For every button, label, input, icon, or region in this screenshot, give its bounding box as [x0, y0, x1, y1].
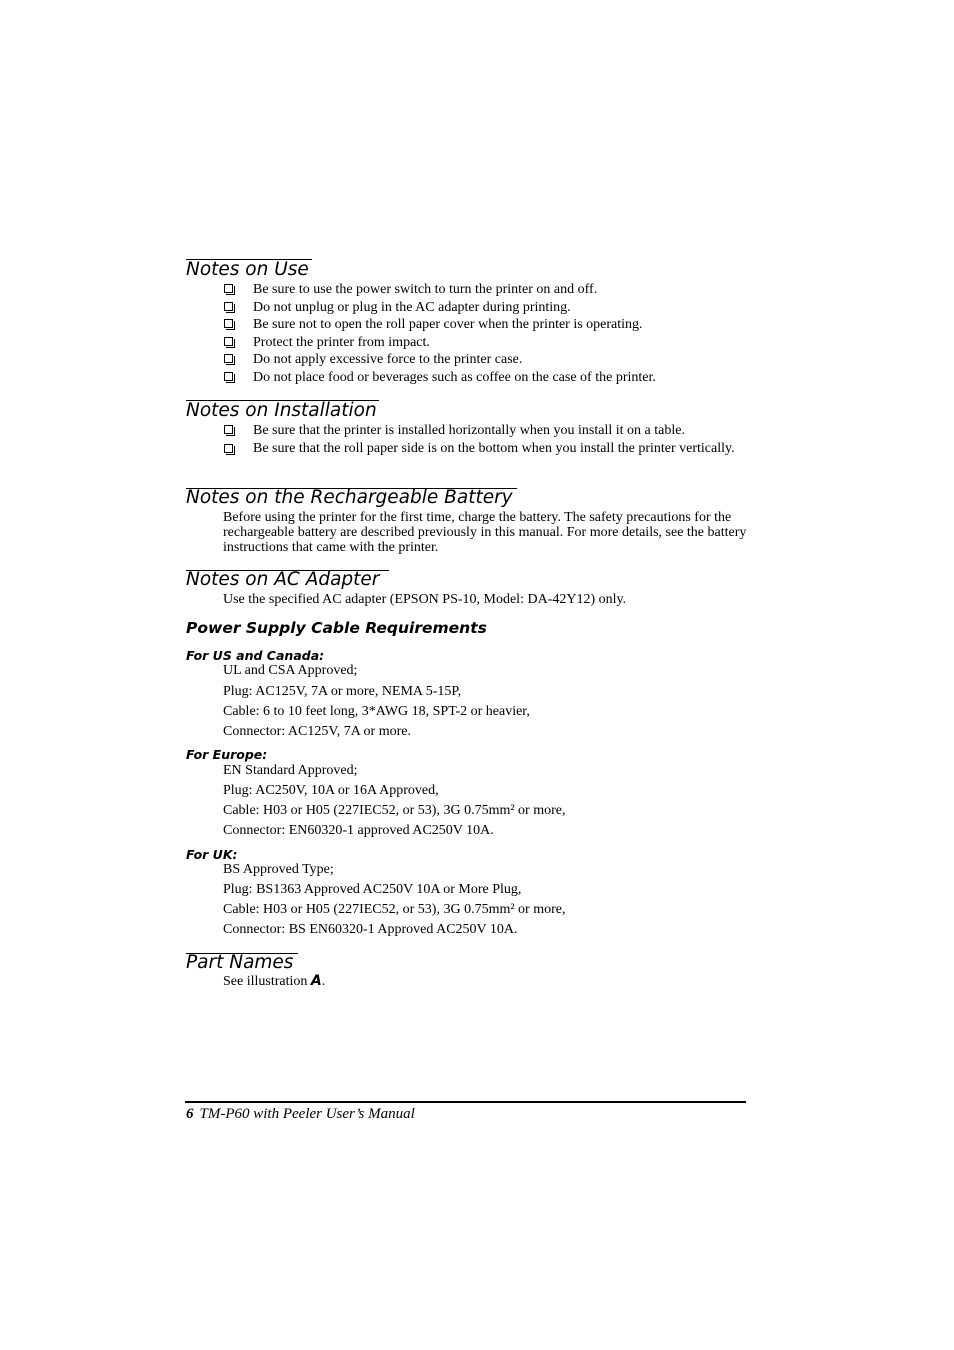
uk-requirement-line: Connector: BS EN60320-1 Approved AC250V 10A.	[223, 922, 518, 937]
for-us-canada-label: For US and Canada:	[186, 648, 325, 663]
us-requirement-line: Cable: 6 to 10 feet long, 3*AWG 18, SPT-2 or heavier,	[223, 704, 530, 719]
uk-requirement-line: BS Approved Type;	[223, 862, 334, 877]
power-supply-cable-heading: Power Supply Cable Requirements	[186, 619, 487, 637]
list-item: Be sure to use the power switch to turn the printer on and off.	[223, 281, 656, 299]
notes-on-installation-heading: Notes on Installation	[186, 400, 377, 421]
checkbox-bullet-icon	[224, 354, 233, 363]
notes-on-battery-heading: Notes on the Rechargeable Battery	[186, 487, 513, 508]
europe-requirement-line: Cable: H03 or H05 (227IEC52, or 53), 3G 0.75mm² or more,	[223, 803, 566, 818]
checkbox-bullet-icon	[224, 302, 233, 311]
list-item: Do not unplug or plug in the AC adapter during printing.	[223, 299, 656, 317]
for-europe-label: For Europe:	[186, 747, 268, 762]
us-requirement-line: UL and CSA Approved;	[223, 663, 358, 678]
part-names-heading: Part Names	[186, 952, 294, 973]
battery-paragraph: Before using the printer for the first time, charge the battery. The safety precautions for the rechargeable battery are described previously in this manual. For more details, see the battery instructions that came with the printer.	[223, 510, 747, 556]
europe-requirement-line: Plug: AC250V, 10A or 16A Approved,	[223, 783, 439, 798]
notes-on-use-list	[223, 281, 656, 387]
manual-title: TM-P60 with Peeler User’s Manual	[199, 1106, 415, 1122]
europe-requirement-line: Connector: EN60320-1 approved AC250V 10A.	[223, 823, 494, 838]
list-item: Do not apply excessive force to the printer case.	[223, 351, 656, 369]
page-footer	[186, 1104, 415, 1124]
notes-on-use-heading: Notes on Use	[186, 259, 309, 280]
europe-requirement-line: EN Standard Approved;	[223, 763, 358, 778]
checkbox-bullet-icon	[224, 319, 233, 328]
checkbox-bullet-icon	[224, 284, 233, 293]
list-item: Be sure that the roll paper side is on the bottom when you install the printer vertically.	[223, 440, 743, 458]
checkbox-bullet-icon	[224, 372, 233, 381]
list-item: Be sure that the printer is installed horizontally when you install it on a table.	[223, 422, 763, 440]
list-item: Be sure not to open the roll paper cover when the printer is operating.	[223, 316, 656, 334]
checkbox-bullet-icon	[224, 337, 233, 346]
illustration-reference: A	[310, 973, 322, 989]
page-number: 6	[186, 1106, 194, 1122]
notes-on-installation-list	[223, 422, 763, 457]
us-requirement-line: Connector: AC125V, 7A or more.	[223, 724, 411, 739]
list-item: Do not place food or beverages such as coffee on the case of the printer.	[223, 369, 656, 387]
ac-adapter-paragraph: Use the specified AC adapter (EPSON PS-10, Model: DA-42Y12) only.	[223, 592, 627, 607]
for-uk-label: For UK:	[186, 847, 238, 862]
uk-requirement-line: Plug: BS1363 Approved AC250V 10A or More Plug,	[223, 882, 522, 897]
uk-requirement-line: Cable: H03 or H05 (227IEC52, or 53), 3G 0.75mm² or more,	[223, 902, 566, 917]
list-item: Protect the printer from impact.	[223, 334, 656, 352]
notes-on-ac-adapter-heading: Notes on AC Adapter	[186, 569, 380, 590]
part-names-paragraph: See illustration A.	[223, 973, 326, 989]
checkbox-bullet-icon	[224, 425, 233, 434]
footer-rule	[185, 1101, 746, 1103]
checkbox-bullet-icon	[224, 444, 233, 453]
us-requirement-line: Plug: AC125V, 7A or more, NEMA 5-15P,	[223, 684, 462, 699]
